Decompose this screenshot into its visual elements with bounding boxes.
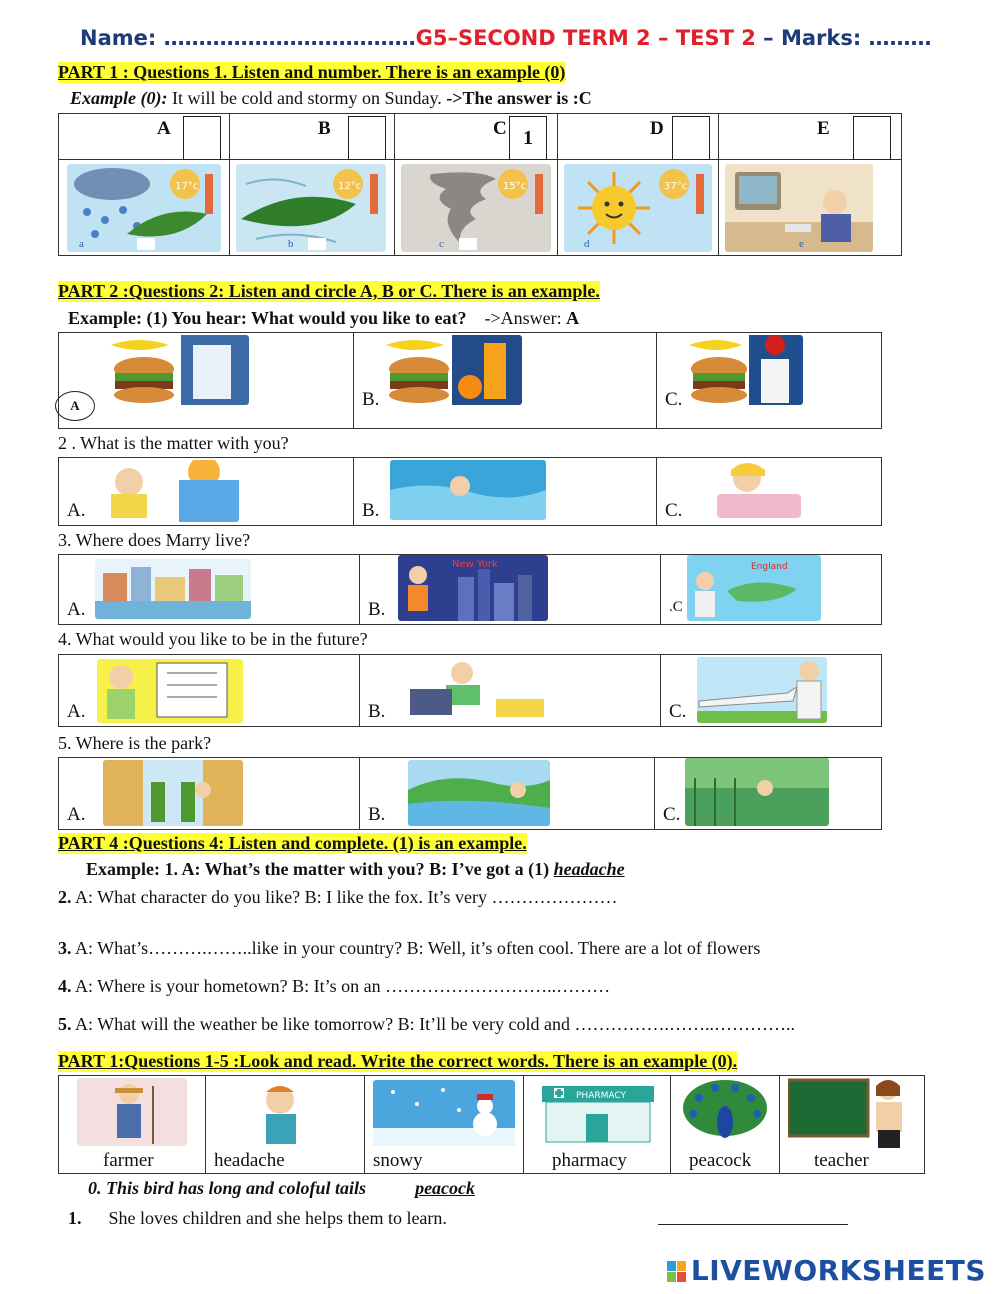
word-snowy: snowy: [373, 1150, 423, 1171]
zoo-park-image: [685, 758, 829, 826]
word-teacher: teacher: [814, 1150, 869, 1171]
part4-item-2[interactable]: 2. A: What character do you like? B: I like the fox. It’s very …………………: [58, 887, 618, 907]
question-3: 3. Where does Marry live?: [58, 530, 251, 550]
question-4: 4. What would you like to be in the future?: [58, 629, 368, 649]
question-2: 2 . What is the matter with you?: [58, 433, 289, 453]
name-field-label: Name: ………………………………: [80, 26, 416, 50]
q2-option-a[interactable]: A.: [59, 458, 354, 526]
col-header-c: C 1: [395, 114, 558, 160]
q4-option-c[interactable]: C.: [661, 655, 882, 727]
temp-label-b: 12°c: [338, 181, 362, 192]
temp-label-a: 17°c: [175, 181, 199, 192]
teacher-image: [788, 1076, 914, 1148]
q3-option-c[interactable]: .C England: [661, 555, 882, 625]
computer-student-image: [406, 659, 548, 721]
part1-heading: PART 1 : Questions 1. Listen and number. There is an example (0): [58, 62, 566, 82]
part2-example-table: [58, 332, 882, 429]
col-header-d: D: [558, 114, 719, 160]
temp-label-d: 37°c: [664, 181, 688, 192]
part1-example: Example (0): It will be cold and stormy on Sunday. ->The answer is :C: [70, 88, 592, 108]
question-5-table: [58, 757, 882, 830]
word-cell-snowy: [365, 1076, 524, 1174]
teacher-board-image: [97, 659, 243, 723]
page-title: [80, 26, 932, 50]
word-cell-pharmacy: [524, 1076, 671, 1174]
word-cell-farmer: [59, 1076, 206, 1174]
temp-label-c: 15°c: [503, 181, 527, 192]
answer-box-a[interactable]: [183, 116, 221, 160]
burger-juice-image: [384, 335, 522, 405]
q5-option-c[interactable]: C.: [655, 758, 882, 830]
answer-line-1[interactable]: [658, 1210, 848, 1225]
weather-pic-cell-c: 15°c c: [395, 160, 558, 256]
word-cell-headache: [206, 1076, 365, 1174]
q5-option-b[interactable]: B.: [360, 758, 655, 830]
part5-example-answer: peacock: [415, 1178, 476, 1198]
answer-box-e[interactable]: [853, 116, 891, 160]
part4-heading: PART 4 :Questions 4: Listen and complete. (1) is an example.: [58, 833, 527, 853]
answer-box-b[interactable]: [348, 116, 386, 160]
part1-table: [58, 113, 902, 256]
river-park-image: [408, 760, 550, 826]
answer-box-d[interactable]: [672, 116, 710, 160]
col-header-e: E: [719, 114, 902, 160]
part4-item-4[interactable]: 4. A: Where is your hometown? B: It’s on an ………………………..………: [58, 976, 611, 996]
swimming-boy-image: [390, 460, 546, 520]
pharmacy-image: [536, 1078, 660, 1146]
pharmacy-sign: PHARMACY: [576, 1091, 626, 1101]
live-badge-icon: [667, 1261, 687, 1283]
answer-box-c[interactable]: 1: [509, 116, 547, 160]
word-bank-table: [58, 1075, 925, 1174]
example-option-a[interactable]: [59, 333, 354, 429]
question-4-table: [58, 654, 882, 727]
sick-girl-bed-image: [707, 460, 811, 522]
test-title: G5–SECOND TERM 2 – TEST 2: [415, 26, 756, 50]
street-buildings-image: [103, 760, 243, 826]
new-york-image: [398, 555, 548, 621]
part4-item-3[interactable]: 3. A: What’s……….……..like in your country? B: Well, it’s often cool. There are a lot of flowers: [58, 938, 761, 958]
word-cell-teacher: [780, 1076, 925, 1174]
weather-pic-cell-e: e: [719, 160, 902, 256]
q4-option-a[interactable]: A.: [59, 655, 360, 727]
new-york-label: New York: [452, 559, 498, 570]
stormy-image: [401, 164, 551, 252]
q4-option-b[interactable]: B.: [360, 655, 661, 727]
pilot-plane-image: [697, 657, 827, 723]
hot-sun-boy-image: [99, 460, 239, 522]
q3-option-b[interactable]: B. New York: [360, 555, 661, 625]
snowy-image: [373, 1080, 515, 1146]
question-3-table: [58, 554, 882, 625]
question-5: 5. Where is the park?: [58, 733, 212, 753]
word-pharmacy: pharmacy: [552, 1150, 627, 1171]
city-river-image: [95, 559, 251, 619]
example-option-c[interactable]: C.: [657, 333, 882, 429]
q2-option-b[interactable]: B.: [354, 458, 657, 526]
question-2-table: [58, 457, 882, 526]
liveworksheets-logo: LIVEWORKSHEETS: [667, 1254, 986, 1287]
q3-option-a[interactable]: A.: [59, 555, 360, 625]
part5-heading: PART 1:Questions 1-5 :Look and read. Write the correct words. There is an example (0).: [58, 1051, 738, 1071]
part5-question-1: 1. She loves children and she helps them to learn.: [68, 1208, 447, 1228]
burger-milk-image: [109, 335, 249, 405]
peacock-image: [679, 1078, 771, 1146]
example-option-b[interactable]: B.: [354, 333, 657, 429]
weather-pic-cell-b: 12°c b: [230, 160, 395, 256]
windy-image: [236, 164, 386, 252]
burger-milk-apple-image: [687, 335, 803, 405]
circled-answer: A: [55, 391, 95, 421]
part5-example: 0. This bird has long and coloful tails peacock: [88, 1178, 476, 1198]
q5-option-a[interactable]: A.: [59, 758, 360, 830]
headache-image: [236, 1078, 326, 1146]
word-farmer: farmer: [103, 1150, 154, 1171]
word-peacock: peacock: [689, 1150, 752, 1171]
word-cell-peacock: [671, 1076, 780, 1174]
col-header-a: A: [59, 114, 230, 160]
weather-pic-cell-a: 17°c a: [59, 160, 230, 256]
england-image: [687, 555, 821, 621]
word-headache: headache: [214, 1150, 285, 1171]
rainy-cold-image: [67, 164, 221, 252]
farmer-image: [77, 1078, 187, 1146]
part4-example-answer: headache: [553, 859, 625, 879]
part4-item-5[interactable]: 5. A: What will the weather be like tomorrow? B: It’ll be very cold and …………….……..…………..: [58, 1014, 796, 1034]
england-label: England: [751, 562, 788, 572]
weather-pic-cell-d: 37°c d: [558, 160, 719, 256]
part2-example: Example: (1) You hear: What would you like to eat? ->Answer: A: [68, 308, 580, 328]
part4-example: Example: 1. A: What’s the matter with you? B: I’ve got a (1) headache: [86, 859, 625, 879]
q2-option-c[interactable]: C.: [657, 458, 882, 526]
part2-heading: PART 2 :Questions 2: Listen and circle A, B or C. There is an example.: [58, 281, 600, 301]
marks-label: – Marks: ………: [755, 26, 932, 50]
col-header-b: B: [230, 114, 395, 160]
